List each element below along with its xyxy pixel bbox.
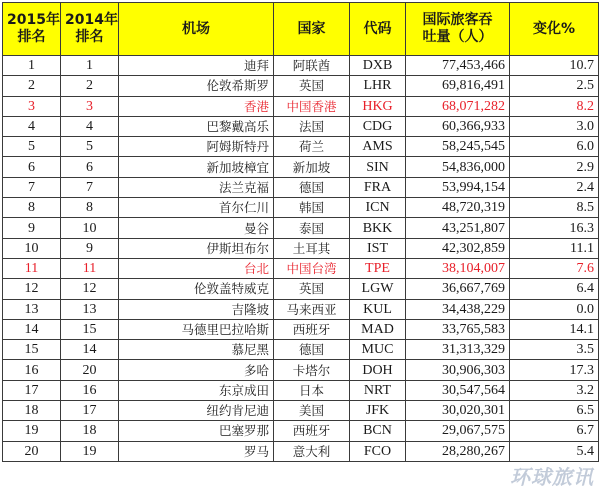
table-row	[3, 360, 599, 380]
rank-2014-cell: 18	[61, 421, 119, 441]
table-row	[3, 258, 599, 278]
passengers-cell: 38,104,007	[406, 258, 510, 278]
rank-2015-cell: 16	[3, 360, 61, 380]
rank-2015-cell: 20	[3, 441, 61, 461]
rank-2015-cell: 1	[3, 56, 61, 76]
country-cell: 马来西亚	[274, 299, 350, 319]
airport-cell: 巴黎戴高乐	[119, 116, 274, 136]
airport-cell: 东京成田	[119, 380, 274, 400]
change-cell: 3.2	[510, 380, 599, 400]
passengers-cell: 28,280,267	[406, 441, 510, 461]
table-row	[3, 279, 599, 299]
header-code: 代码	[350, 3, 406, 56]
rank-2014-cell: 20	[61, 360, 119, 380]
passengers-cell: 77,453,466	[406, 56, 510, 76]
rank-2014-cell: 14	[61, 340, 119, 360]
rank-2015-cell: 4	[3, 116, 61, 136]
rank-2015-cell: 2	[3, 76, 61, 96]
code-cell: NRT	[350, 380, 406, 400]
rank-2015-cell: 6	[3, 157, 61, 177]
table-row	[3, 157, 599, 177]
code-cell: HKG	[350, 96, 406, 116]
rank-2014-cell: 15	[61, 319, 119, 339]
country-cell: 意大利	[274, 441, 350, 461]
change-cell: 11.1	[510, 238, 599, 258]
code-cell: DOH	[350, 360, 406, 380]
rank-2014-cell: 7	[61, 177, 119, 197]
table-row	[3, 421, 599, 441]
passengers-cell: 53,994,154	[406, 177, 510, 197]
change-cell: 10.7	[510, 56, 599, 76]
rank-2014-cell: 17	[61, 401, 119, 421]
change-cell: 16.3	[510, 218, 599, 238]
country-cell: 中国台湾	[274, 258, 350, 278]
country-cell: 美国	[274, 401, 350, 421]
country-cell: 西班牙	[274, 319, 350, 339]
header-country: 国家	[274, 3, 350, 56]
code-cell: AMS	[350, 137, 406, 157]
change-cell: 8.5	[510, 198, 599, 218]
country-cell: 荷兰	[274, 137, 350, 157]
airport-cell: 香港	[119, 96, 274, 116]
header-passengers: 国际旅客吞 吐量（人）	[406, 3, 510, 56]
rank-2014-cell: 5	[61, 137, 119, 157]
table-row	[3, 116, 599, 136]
rank-2014-cell: 13	[61, 299, 119, 319]
table-row	[3, 96, 599, 116]
rank-2014-cell: 1	[61, 56, 119, 76]
airport-cell: 马德里巴拉哈斯	[119, 319, 274, 339]
change-cell: 17.3	[510, 360, 599, 380]
table-row	[3, 177, 599, 197]
change-cell: 14.1	[510, 319, 599, 339]
airport-cell: 迪拜	[119, 56, 274, 76]
country-cell: 阿联酋	[274, 56, 350, 76]
rank-2014-cell: 10	[61, 218, 119, 238]
table-row	[3, 238, 599, 258]
code-cell: MUC	[350, 340, 406, 360]
passengers-cell: 31,313,329	[406, 340, 510, 360]
rank-2015-cell: 12	[3, 279, 61, 299]
airport-cell: 新加坡樟宜	[119, 157, 274, 177]
table-row	[3, 319, 599, 339]
airport-cell: 罗马	[119, 441, 274, 461]
rank-2015-cell: 7	[3, 177, 61, 197]
airport-cell: 纽约肯尼迪	[119, 401, 274, 421]
change-cell: 3.0	[510, 116, 599, 136]
country-cell: 中国香港	[274, 96, 350, 116]
rank-2014-cell: 8	[61, 198, 119, 218]
country-cell: 英国	[274, 279, 350, 299]
country-cell: 英国	[274, 76, 350, 96]
table-row	[3, 299, 599, 319]
airport-cell: 伦敦盖特威克	[119, 279, 274, 299]
change-cell: 6.4	[510, 279, 599, 299]
rank-2015-cell: 15	[3, 340, 61, 360]
change-cell: 2.9	[510, 157, 599, 177]
table-row	[3, 380, 599, 400]
code-cell: LHR	[350, 76, 406, 96]
code-cell: BKK	[350, 218, 406, 238]
header-rank-2014: 2014年 排名	[61, 3, 119, 56]
header-change: 变化%	[510, 3, 599, 56]
passengers-cell: 33,765,583	[406, 319, 510, 339]
country-cell: 韩国	[274, 198, 350, 218]
rank-2014-cell: 4	[61, 116, 119, 136]
airport-cell: 首尔仁川	[119, 198, 274, 218]
airport-cell: 多哈	[119, 360, 274, 380]
code-cell: TPE	[350, 258, 406, 278]
country-cell: 法国	[274, 116, 350, 136]
code-cell: FCO	[350, 441, 406, 461]
country-cell: 德国	[274, 177, 350, 197]
change-cell: 7.6	[510, 258, 599, 278]
rank-2014-cell: 11	[61, 258, 119, 278]
rank-2015-cell: 10	[3, 238, 61, 258]
table-row	[3, 340, 599, 360]
table-row	[3, 137, 599, 157]
code-cell: JFK	[350, 401, 406, 421]
passengers-cell: 68,071,282	[406, 96, 510, 116]
change-cell: 3.5	[510, 340, 599, 360]
airport-cell: 法兰克福	[119, 177, 274, 197]
airport-cell: 慕尼黑	[119, 340, 274, 360]
header-row	[3, 3, 599, 56]
change-cell: 6.5	[510, 401, 599, 421]
rank-2014-cell: 3	[61, 96, 119, 116]
passengers-cell: 43,251,807	[406, 218, 510, 238]
change-cell: 2.5	[510, 76, 599, 96]
airport-cell: 吉隆坡	[119, 299, 274, 319]
airport-cell: 伦敦希斯罗	[119, 76, 274, 96]
passengers-cell: 54,836,000	[406, 157, 510, 177]
code-cell: DXB	[350, 56, 406, 76]
passengers-cell: 34,438,229	[406, 299, 510, 319]
change-cell: 8.2	[510, 96, 599, 116]
change-cell: 5.4	[510, 441, 599, 461]
passengers-cell: 69,816,491	[406, 76, 510, 96]
rank-2015-cell: 11	[3, 258, 61, 278]
table-body	[3, 56, 599, 462]
table-row	[3, 76, 599, 96]
code-cell: CDG	[350, 116, 406, 136]
passengers-cell: 30,020,301	[406, 401, 510, 421]
rank-2014-cell: 2	[61, 76, 119, 96]
table-row	[3, 441, 599, 461]
rank-2015-cell: 14	[3, 319, 61, 339]
rank-2015-cell: 19	[3, 421, 61, 441]
code-cell: IST	[350, 238, 406, 258]
rank-2015-cell: 17	[3, 380, 61, 400]
code-cell: BCN	[350, 421, 406, 441]
rank-2014-cell: 6	[61, 157, 119, 177]
rank-2014-cell: 12	[61, 279, 119, 299]
header-rank-2015: 2015年 排名	[3, 3, 61, 56]
code-cell: MAD	[350, 319, 406, 339]
table-row	[3, 56, 599, 76]
passengers-cell: 60,366,933	[406, 116, 510, 136]
passengers-cell: 30,906,303	[406, 360, 510, 380]
rank-2015-cell: 8	[3, 198, 61, 218]
passengers-cell: 58,245,545	[406, 137, 510, 157]
table-row	[3, 218, 599, 238]
passengers-cell: 36,667,769	[406, 279, 510, 299]
header-airport: 机场	[119, 3, 274, 56]
passengers-cell: 30,547,564	[406, 380, 510, 400]
code-cell: SIN	[350, 157, 406, 177]
airport-cell: 伊斯坦布尔	[119, 238, 274, 258]
airport-cell: 巴塞罗那	[119, 421, 274, 441]
rank-2014-cell: 16	[61, 380, 119, 400]
passengers-cell: 48,720,319	[406, 198, 510, 218]
rank-2015-cell: 13	[3, 299, 61, 319]
passengers-cell: 42,302,859	[406, 238, 510, 258]
country-cell: 新加坡	[274, 157, 350, 177]
code-cell: ICN	[350, 198, 406, 218]
rank-2015-cell: 9	[3, 218, 61, 238]
country-cell: 泰国	[274, 218, 350, 238]
code-cell: FRA	[350, 177, 406, 197]
table-row	[3, 401, 599, 421]
change-cell: 2.4	[510, 177, 599, 197]
rank-2014-cell: 19	[61, 441, 119, 461]
airport-cell: 台北	[119, 258, 274, 278]
table-row	[3, 198, 599, 218]
rank-2015-cell: 18	[3, 401, 61, 421]
rank-2015-cell: 3	[3, 96, 61, 116]
change-cell: 0.0	[510, 299, 599, 319]
country-cell: 日本	[274, 380, 350, 400]
watermark: 环球旅讯	[510, 465, 594, 489]
airport-cell: 曼谷	[119, 218, 274, 238]
passengers-cell: 29,067,575	[406, 421, 510, 441]
code-cell: LGW	[350, 279, 406, 299]
airport-ranking-table	[2, 2, 599, 462]
rank-2014-cell: 9	[61, 238, 119, 258]
country-cell: 卡塔尔	[274, 360, 350, 380]
rank-2015-cell: 5	[3, 137, 61, 157]
change-cell: 6.0	[510, 137, 599, 157]
code-cell: KUL	[350, 299, 406, 319]
airport-cell: 阿姆斯特丹	[119, 137, 274, 157]
country-cell: 土耳其	[274, 238, 350, 258]
country-cell: 西班牙	[274, 421, 350, 441]
change-cell: 6.7	[510, 421, 599, 441]
country-cell: 德国	[274, 340, 350, 360]
